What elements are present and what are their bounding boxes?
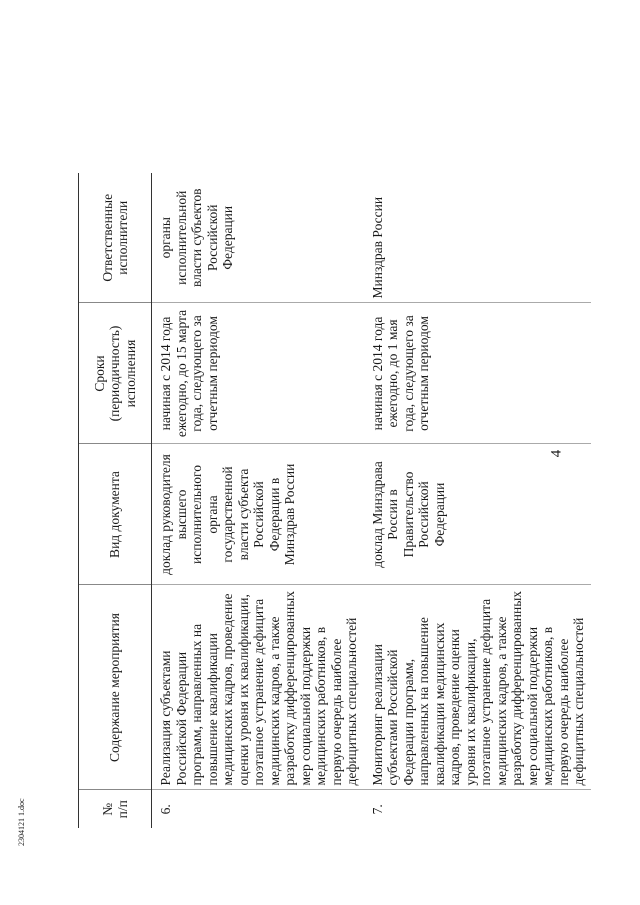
row-deadline: начиная с 2014 года ежегодно, до 15 марта года, следующего за отчетным периодом: [152, 303, 364, 444]
footer-document-name: 2304121 1.doc: [17, 798, 26, 846]
header-executor: Ответственные исполнители: [79, 173, 152, 303]
rotated-table-container: [78, 88, 586, 828]
schedule-table: [78, 173, 591, 828]
row-number: 6.: [158, 804, 173, 815]
header-number: № п/п: [79, 790, 152, 828]
table-header-row: [79, 173, 152, 828]
row-content: Мониторинг реализации субъектами Российской Федерации программ, направленных на повышение квалификации медицинских кадров, проведение оценки уровня их квалификации, поэтапное устранение дефицита медицинских кадров, а также разработку дифференцированных мер социальной поддержки медицинских работников, в первую очередь наиболее дефицитных специальностей: [364, 585, 591, 790]
header-deadline: Сроки (периодичность) исполнения: [79, 303, 152, 444]
row-number: 7.: [369, 804, 385, 815]
header-content: Содержание мероприятия: [79, 585, 152, 790]
row-doc-type: доклад Минздрава России в Правительство Российской Федерации: [364, 444, 591, 585]
row-executor: органы исполнительной власти субъектов Российской Федерации: [152, 173, 364, 303]
row-deadline: начиная с 2014 года ежегодно, до 1 мая года, следующего за отчетным периодом: [364, 303, 591, 444]
page-number: 4: [548, 449, 565, 458]
table-row: [364, 173, 591, 828]
row-doc-type: доклад руководителя высшего исполнительного органа государственной власти субъекта Российской Федерации в Минздрав России: [152, 444, 364, 585]
row-content: Реализация субъектами Российской Федерации программ, направленных на повышение квалификации медицинских кадров, проведение оценки уровня их квалификации, поэтапное устранение дефицита медицинских кадров, а также разработку дифференцированных мер социальной поддержки медицинских работников, в первую очередь наиболее дефицитных специальностей: [152, 585, 364, 790]
header-doc-type: Вид документа: [79, 444, 152, 585]
row-executor: Минздрав России: [364, 173, 591, 303]
table-row: [152, 173, 364, 828]
